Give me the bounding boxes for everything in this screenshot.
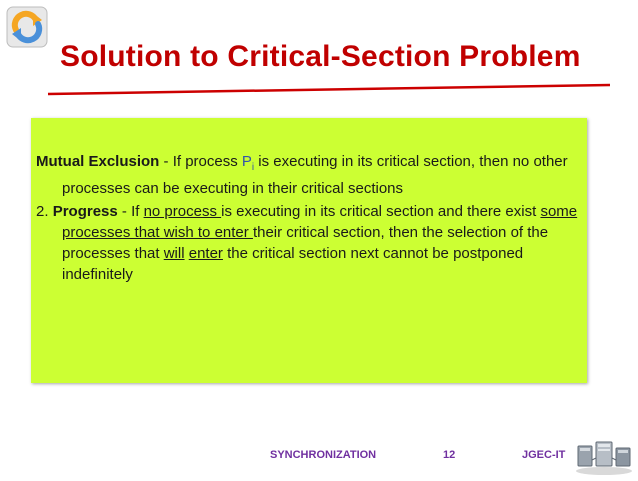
content-text	[36, 151, 596, 287]
underlined-some-processes: some processes that wish to enter	[62, 203, 578, 241]
process-pi	[241, 153, 255, 173]
underlined-no-process: no process	[143, 203, 222, 220]
text-segment: - If	[117, 203, 144, 220]
list-marker: 2.	[36, 203, 53, 220]
text-segment: their critical section, then the selection of the processes that	[62, 224, 549, 262]
underlined-enter: enter	[188, 245, 223, 262]
term-mutual-exclusion: Mutual Exclusion	[36, 153, 160, 170]
page-number: 12	[443, 449, 456, 461]
process-p-subscript: i	[251, 162, 255, 173]
slide-title: Solution to Critical-Section Problem	[60, 40, 581, 73]
term-progress: Progress	[52, 203, 118, 220]
text-segment: - If process	[159, 153, 242, 170]
footer-section-label: SYNCHRONIZATION	[270, 449, 377, 461]
text-segment: is executing in its critical section, then no other processes can be executing in their critical sections	[62, 153, 568, 197]
footer-org-label: JGEC-IT	[522, 449, 566, 461]
refresh-cycle-icon	[6, 6, 48, 48]
paragraph-progress	[36, 201, 596, 285]
underlined-will: will	[163, 245, 185, 262]
paragraph-mutual-exclusion	[36, 151, 596, 199]
computers-network-icon	[574, 436, 634, 476]
text-segment: the critical section next cannot be postponed indefinitely	[62, 245, 524, 283]
process-p-base: P	[241, 153, 252, 170]
text-segment: is executing in its critical section and there exist	[221, 203, 541, 220]
